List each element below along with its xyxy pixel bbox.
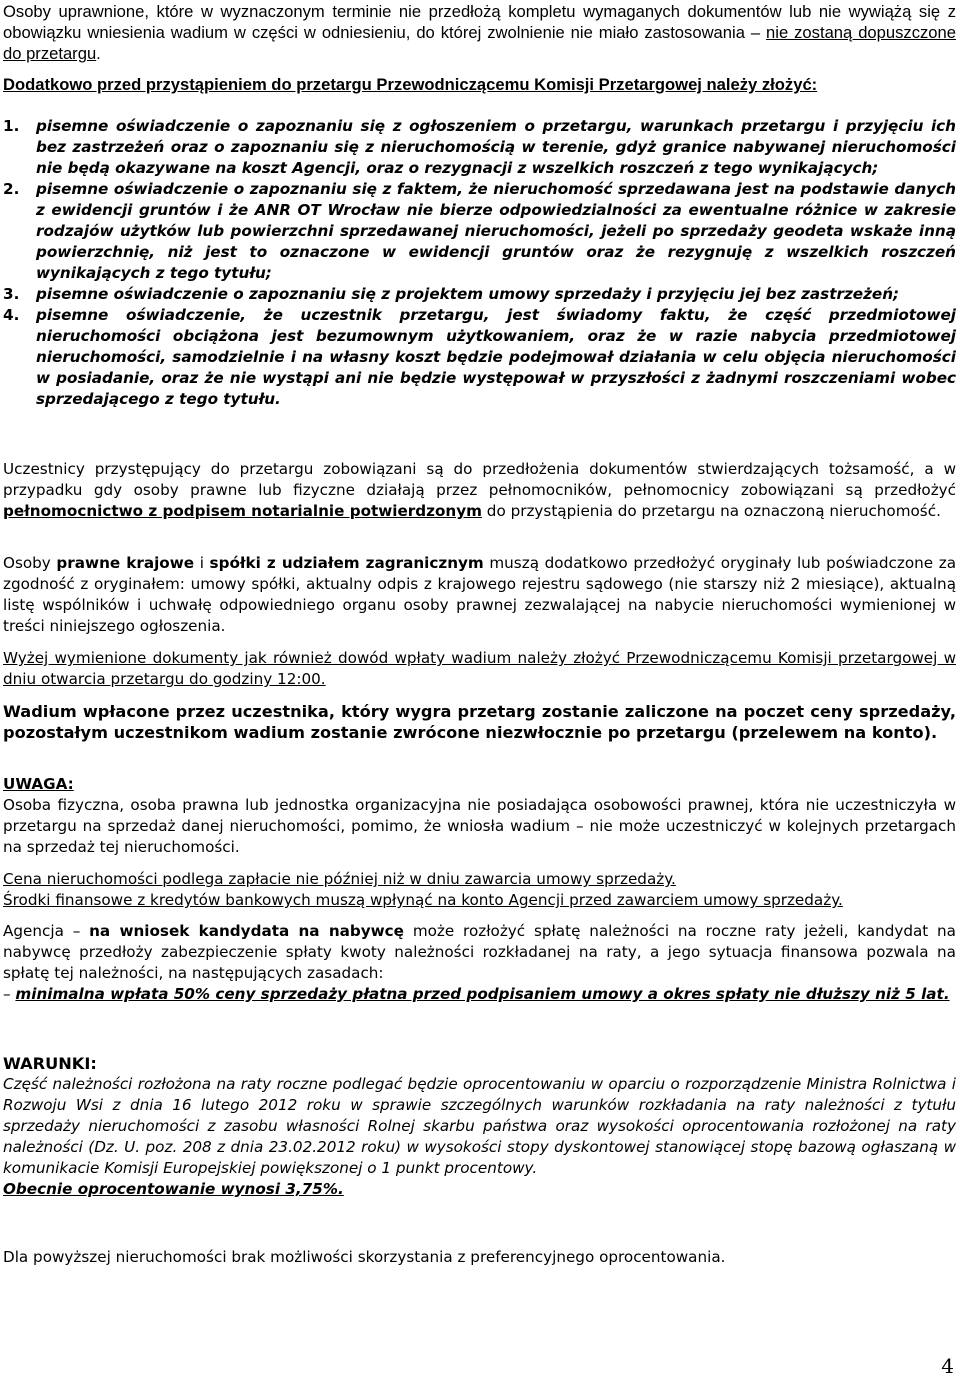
foreign-share-companies-label: spółki z udziałem zagranicznym <box>209 554 484 572</box>
installments-paragraph <box>3 921 956 1005</box>
statement-number: 1. <box>3 117 20 135</box>
statement-text: pisemne oświadczenie, że uczestnik przetargu, jest świadomy faktu, że część przedmiotowej nieruchomości obciążona jest bezumownym użytkowaniem, oraz że w razie nabycia przedmiotowej nieruchomości, samodzielnie i na własny koszt będzie podejmował działania w celu objęcia nieruchomości w posiadanie, oraz że nie wystąpi ani nie będzie występował w przyszłości z żadnymi roszczeniami wobec sprzedającego z tego tytułu. <box>36 306 956 408</box>
warning-block <box>3 774 956 858</box>
payment-notes <box>3 869 956 911</box>
installments-text: Agencja – <box>3 922 90 940</box>
legal-entities-text: Osoby <box>3 554 57 572</box>
current-interest-rate: Obecnie oprocentowanie wynosi 3,75%. <box>3 1180 344 1198</box>
conditions-label: WARUNKI: <box>3 1054 97 1073</box>
conditions-text: Część należności rozłożona na raty roczne podlegać będzie oprocentowaniu w oparciu o rozporządzenie Ministra Rolnictwa i Rozwoju Wsi z dnia 16 lutego 2012 roku w sprawie szczególnych warunków rozkładania na raty należności z tytułu sprzedaży nieruchomości z zasobu własności Rolnej skarbu państwa oraz wysokości oprocentowania rozłożonej na raty należności (Dz. U. poz. 208 z dnia 23.02.2012 roku) w wysokości stopy dyskontowej stanowiącej stopę bazową ogłaszaną w komunikacie Komisji Europejskiej powiększonej o 1 punkt procentowy. <box>3 1075 956 1177</box>
power-of-attorney-requirement: pełnomocnictwo z podpisem notarialnie potwierdzonym <box>3 502 482 520</box>
intro-exclusion: nie zostaną dopuszczone do przetargu <box>3 23 956 63</box>
intro-paragraph <box>3 1 956 64</box>
statement-number: 4. <box>3 306 20 324</box>
payment-note: Cena nieruchomości podlega zapłacie nie później niż w dniu zawarcia umowy sprzedaży. <box>3 870 676 888</box>
conditions-block <box>3 1053 956 1200</box>
legal-entities-text: muszą dodatkowo przedłożyć oryginały lub poświadczone za zgodność z oryginałem: umowy spółki, aktualny odpis z krajowego rejestru sądowego (nie starszy niż 2 miesiące), aktualną listę wspólników i uchwałę odpowiedniego organu osoby prawnej zezwalającej na nabycie nieruchomości wymienionej w treści niniejszego ogłoszenia. <box>3 554 956 635</box>
statements-list <box>3 116 956 410</box>
statement-item <box>3 179 956 284</box>
legal-entities-text: i <box>194 554 210 572</box>
intro-text: Osoby uprawnione, które w wyznaczonym terminie nie przedłożą kompletu wymaganych dokumentów lub nie wywiążą się z obowiązku wniesienia wadium w części w odniesieniu, do której zwolnienie nie miało zastosowania – <box>3 2 956 42</box>
installments-dash: – <box>3 985 16 1003</box>
statement-text: pisemne oświadczenie o zapoznaniu się z projektem umowy sprzedaży i przyjęciu jej bez zastrzeżeń; <box>36 285 900 303</box>
warning-text: Osoba fizyczna, osoba prawna lub jednostka organizacyjna nie posiadająca osobowości prawnej, która nie uczestniczyła w przetargu na sprzedaż danej nieruchomości, pomimo, że wniosła wadium – nie może uczestniczyć w kolejnych przetargach na sprzedaż tej nieruchomości. <box>3 796 956 856</box>
statement-text: pisemne oświadczenie o zapoznaniu się z faktem, że nieruchomość sprzedawana jest na podstawie danych z ewidencji gruntów i że ANR OT Wrocław nie bierze odpowiedzialności za ewentualne różnice w zakresie rodzajów użytków lub powierzchni sprzedawanej nieruchomości, jeżeli po sprzedaży geodeta wskaże inną powierzchnię, niż jest to oznaczone w ewidencji gruntów oraz że rezygnuję z wszelkich roszczeń wynikających z tego tytułu; <box>36 180 956 282</box>
additional-requirements-heading: Dodatkowo przed przystąpieniem do przetargu Przewodniczącemu Komisji Przetargowej należy złożyć: <box>3 75 818 94</box>
domestic-entities-label: prawne krajowe <box>56 554 195 572</box>
documents-submission-note: Wyżej wymienione dokumenty jak również dowód wpłaty wadium należy złożyć Przewodniczącemu Komisji przetargowej w dniu otwarcia przetargu do godziny 12:00. <box>3 649 956 688</box>
participants-end: do przystąpienia do przetargu na oznaczoną nieruchomość. <box>481 502 941 520</box>
intro-end: . <box>96 44 101 63</box>
participants-text: Uczestnicy przystępujący do przetargu zobowiązani są do przedłożenia dokumentów stwierdzających tożsamość, a w przypadku gdy osoby prawne lub fizyczne działają przez pełnomocników, pełnomocnicy zobowiązani są przedłożyć <box>3 460 956 499</box>
minimum-payment-condition: minimalna wpłata 50% ceny sprzedaży płatna przed podpisaniem umowy a okres spłaty nie dłuższy niż 5 lat. <box>15 985 950 1003</box>
statement-text: pisemne oświadczenie o zapoznaniu się z ogłoszeniem o przetargu, warunkach przetargu i przyjęciu ich bez zastrzeżeń oraz o zapoznaniu się z nieruchomością w terenie, gdyż granice nabywanej nieruchomości nie będą okazywane na koszt Agencji, oraz o rezygnacji z wszelkich roszczeń z tego wynikających; <box>36 117 956 177</box>
statement-number: 3. <box>3 285 20 303</box>
deposit-note: Wadium wpłacone przez uczestnika, który wygra przetarg zostanie zaliczone na poczet ceny sprzedaży, pozostałym uczestnikom wadium zostanie zwrócone niezwłocznie po przetargu (przelewem na konto). <box>3 702 956 742</box>
legal-entities-paragraph <box>3 553 956 637</box>
payment-note: Środki finansowe z kredytów bankowych muszą wpłynąć na konto Agencji przed zawarciem umowy sprzedaży. <box>3 891 843 909</box>
statement-item <box>3 305 956 410</box>
installments-request-label: na wniosek kandydata na nabywcę <box>89 922 404 940</box>
statement-number: 2. <box>3 180 20 198</box>
participants-paragraph <box>3 459 956 522</box>
installments-text: może rozłożyć spłatę należności na roczne raty jeżeli, kandydat na nabywcę przedłoży zabezpieczenie spłaty kwoty należności rozkładanej na raty, a jego sytuacja finansowa pozwala na spłatę tej należności, na następujących zasadach: <box>3 922 956 982</box>
statement-item <box>3 116 956 179</box>
warning-label: UWAGA: <box>3 775 74 793</box>
preference-note: Dla powyższej nieruchomości brak możliwości skorzystania z preferencyjnego oprocentowania. <box>3 1248 726 1266</box>
page-number: 4 <box>941 1354 954 1378</box>
statement-item <box>3 284 956 305</box>
